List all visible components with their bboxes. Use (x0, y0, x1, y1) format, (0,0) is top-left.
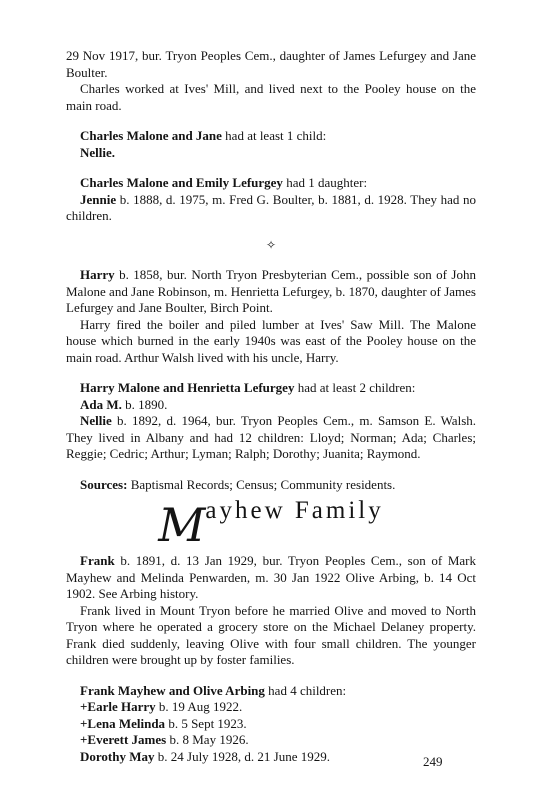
malone-paragraph-2: Charles worked at Ives' Mill, and lived next to the Pooley house on the main road. (66, 81, 476, 113)
child-text: b. 19 Aug 1922. (155, 699, 243, 714)
person-name: Harry (80, 267, 115, 282)
couple-tail: had at least 1 child: (221, 128, 327, 143)
child-entry (66, 749, 476, 766)
child-name: +Everett James (80, 732, 167, 747)
page-number: 249 (423, 754, 443, 769)
child-text: b. 24 July 1928, d. 21 June 1929. (154, 748, 331, 764)
family-title (66, 497, 476, 552)
harry-paragraph-2: Harry fired the boiler and piled lumber at Ives' Saw Mill. The Malone house which burned in the early 1940s was east of the Pooley house on the main road. Arthur Walsh lived with his uncle, Harry. (66, 316, 476, 365)
sources-text: Baptismal Records; Census; Community residents. (127, 476, 396, 492)
child-entry (66, 192, 476, 225)
sources-label: Sources: (80, 476, 128, 492)
frank-paragraph-2: Frank lived in Mount Tryon before he married Olive and moved to North Tryon where he operated a grocery store on the Michael Delaney property. Frank died suddenly, leaving Olive with four small children. The younger children were brought up by foster families. (66, 602, 476, 667)
couple-tail: had 1 daughter: (282, 175, 368, 190)
couple-tail: had 4 children: (264, 682, 347, 698)
child-name: Nellie (80, 413, 112, 428)
title-rest: ayhew Family (205, 497, 384, 524)
couple-names: Charles Malone and Emily Lefurgey (80, 175, 283, 190)
child-text: b. 8 May 1926. (166, 732, 249, 747)
sources-line (66, 477, 476, 494)
charles-emily-heading (66, 175, 476, 192)
frank-olive-heading (66, 683, 476, 700)
section-ornament-icon: ✧ (265, 237, 277, 252)
child-name: +Earle Harry (80, 699, 156, 714)
child-entry (66, 716, 476, 733)
couple-names: Harry Malone and Henrietta Lefurgey (80, 380, 295, 395)
couple-names: Frank Mayhew and Olive Arbing (80, 682, 265, 698)
person-text: b. 1891, d. 13 Jan 1929, bur. Tryon Peoples Cem., son of Mark Mayhew and Melinda Penwarden, m. 30 Jan 1922 Olive Arbing, b. 14 Oct 1902. See Arbing history. (66, 553, 476, 601)
child-name: Jennie (80, 191, 117, 207)
child-text: b. 1892, d. 1964, bur. Tryon Peoples Cem., m. Samson E. Walsh. They lived in Albany and had 12 children: Lloyd; Norman; Ada; Charles; Reggie; Cedric; Arthur; Lyman; Ralph; Dorothy; Juanita; Raymond. (66, 413, 476, 461)
text-column (66, 48, 476, 765)
child-text: b. 5 Sept 1923. (165, 715, 247, 731)
harry-henrietta-heading (66, 380, 476, 397)
child-entry (66, 145, 476, 162)
person-name: Frank (80, 553, 115, 568)
person-text: b. 1858, bur. North Tryon Presbyterian Cem., possible son of John Malone and Jane Robinson, m. Henrietta Lefurgey, b. 1870, daughter of James Lefurgey and Jane Boulter, Birch Point. (66, 267, 476, 315)
child-name: +Lena Melinda (80, 715, 166, 731)
couple-names: Charles Malone and Jane (80, 128, 222, 143)
child-name: Ada M. (80, 396, 122, 412)
child-entry (66, 699, 476, 716)
malone-paragraph-1: 29 Nov 1917, bur. Tryon Peoples Cem., daughter of James Lefurgey and Jane Boulter. (66, 48, 476, 80)
child-entry (66, 732, 476, 749)
child-entry (66, 397, 476, 414)
child-name: Nellie. (80, 144, 116, 160)
title-initial: M (158, 498, 206, 552)
child-name: Dorothy May (80, 748, 155, 764)
harry-paragraph-1 (66, 267, 476, 317)
child-text: b. 1888, d. 1975, m. Fred G. Boulter, b. 1881, d. 1928. They had no children. (66, 191, 476, 223)
child-text: b. 1890. (121, 396, 168, 412)
child-entry (66, 413, 476, 463)
frank-paragraph-1 (66, 553, 476, 603)
charles-jane-heading (66, 128, 476, 145)
couple-tail: had at least 2 children: (294, 380, 416, 395)
